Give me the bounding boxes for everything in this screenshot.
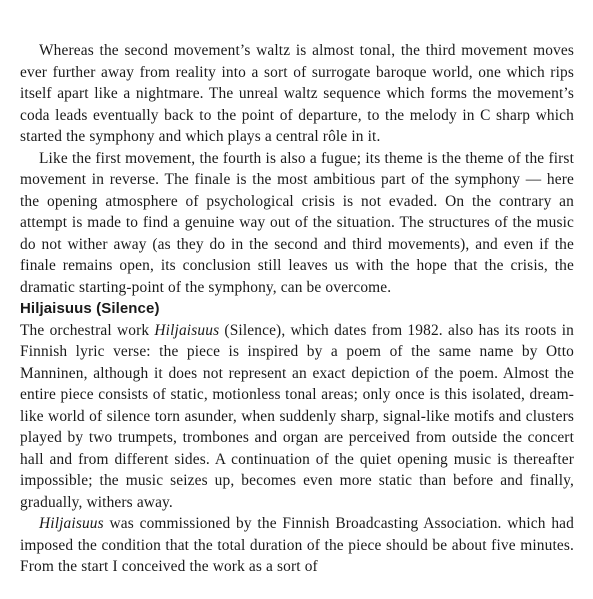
paragraph-symphony-movements: Whereas the second movement’s waltz is almost tonal, the third movement moves ever further away from reality into a sort of surrogate baroque world, one which rips itself apart like a nightmare. The unreal waltz sequence which forms the movement’s coda leads eventually back to the point of departure, to the melody in C sharp which started the symphony and which plays a central rôle in it. xyxy=(20,42,574,145)
paragraph-commission xyxy=(20,513,574,578)
paragraph-finale: Like the first movement, the fourth is also a fugue; its theme is the theme of the first movement in reverse. The finale is the most ambitious part of the symphony — here the opening atmosphere of psychological crisis is not evaded. On the contrary an attempt is made to find a genuine way out of the situation. The structures of the music do not wither away (as they do in the second and third movements), and even if the finale remains open, its conclusion still leaves us with the hope that the crisis, the dramatic starting-point of the symphony, can be overcome. xyxy=(20,149,574,296)
paragraph-text: (Silence), which dates from 1982. also has its roots in Finnish lyric verse: the piece is inspired by a poem of the same name by Otto Manninen, although it does not represent an exact depiction of the poem. Almost the entire piece consists of static, motionless tonal areas; only once is this isolated, dream-like world of silence torn asunder, when suddenly sharp, signal-like motifs and clusters played by two trumpets, trombones and organ are perceived from outside the concert hall and from different sides. A continuation of the quiet opening music is thereafter impossible; the music seizes up, becomes even more static than before and finally, gradually, withers away. xyxy=(20,321,574,511)
document-page xyxy=(20,40,574,578)
work-title: Hiljaisuus xyxy=(39,515,104,532)
paragraph-text: The orchestral work xyxy=(20,321,155,339)
work-title: Hiljaisuus xyxy=(154,321,220,339)
paragraph-hiljaisuus-description xyxy=(20,320,574,514)
section-heading: Hiljaisuus (Silence) xyxy=(20,300,160,317)
paragraph-text: was commissioned by the Finnish Broadcasting Association. which had imposed the condition that the total duration of the piece should be about five minutes. From the start I conceived the work as a sort of xyxy=(20,515,574,575)
